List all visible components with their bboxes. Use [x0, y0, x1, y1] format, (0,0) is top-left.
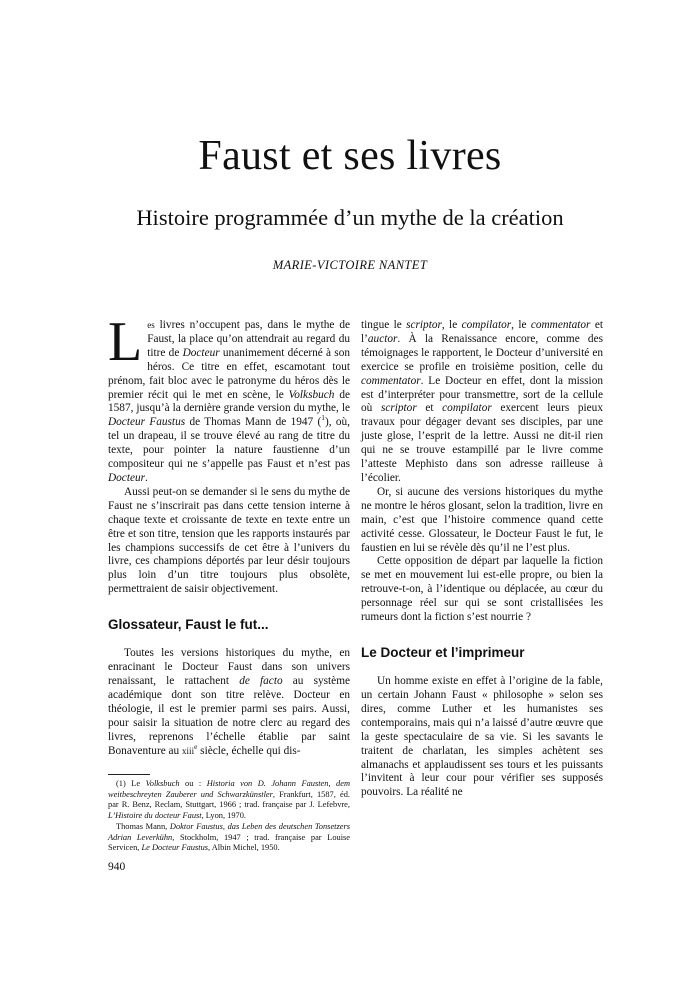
- page-number: 940: [108, 861, 126, 873]
- section-heading: Glossateur, Faust le fut...: [108, 617, 269, 633]
- paragraph: Toutes les versions historiques du mythe, en enracinant le Docteur Faust dans son univers renaissant, le rattachent de facto au système académique dont son titre relève. Docteur en théologie, il est le premier parmi ses pairs. Aussi, pour saisir la situation de notre clerc au regard des livres, reprenons l’échelle établie par saint Bonaventure au xiii$^e$ siècle, échelle qui dis-: [108, 647, 350, 757]
- paragraph: Un homme existe en effet à l’origine de la fable, un certain Johann Faust « philosophe » selon ses dires, comme Luther et les humanistes ses contemporains, mais qui n’a laissé d’autre œuvre que la geste spectaculaire de sa vie. Si les savants le traitent de charlatan, les simples achètent ses almanachs et applaudissent ses tours et les puissants l’invitent à leur cour pour vérifier ses supposés pouvoirs. La réalité ne: [361, 675, 603, 799]
- article-title: Faust et ses livres: [198, 133, 502, 179]
- footnote: (1) Le Volksbuch ou : Historia von D. Johann Fausten, dem weitbeschreyten Zauberer und Schwarzkünstler, Frankfurt, 1587, éd. par R. Benz, Reclam, Stuttgart, 1966 ; trad. française par J. Lefebvre, L’Histoire du docteur Faust, Lyon, 1970.: [108, 779, 350, 820]
- paragraph: Or, si aucune des versions historiques du mythe ne montre le héros glosant, selon la tradition, livre en main, c’est que l’histoire commence quand cette activité cesse. Glossateur, le Docteur Faust le fut, le faustien en lui se révèle dès qu’il ne l’est plus.: [361, 485, 603, 554]
- section-heading: Le Docteur et l’imprimeur: [361, 644, 525, 660]
- drop-cap: L: [108, 311, 143, 373]
- footnote: Thomas Mann, Doktor Faustus, das Leben des deutschen Tonsetzers Adrian Leverkühn, Stockholm, 1947 ; trad. française par Louise Servicen, Le Docteur Faustus, Albin Michel, 1950.: [108, 822, 350, 852]
- footnote-ref: 1: [321, 413, 325, 423]
- footnotes: [108, 774, 350, 855]
- article-author: MARIE-VICTOIRE NANTET: [272, 258, 428, 272]
- right-column: [361, 319, 603, 800]
- article-subtitle: Histoire programmée d’un mythe de la création: [136, 205, 564, 230]
- left-column: [108, 311, 350, 759]
- paragraph: Les livres n’occupent pas, dans le mythe de Faust, la place qu’on attendrait au regard du titre de Docteur unanimement décerné à son héros. Ce titre en effet, escamotant tout prénom, fait bloc avec le patronyme du héros dès le premier récit qui le met en scène, le Volksbuch de 1587, jusqu’à la dernière grande version du mythe, le Docteur Faustus de Thomas Mann de 1947 ($^1$), où, tel un drapeau, il se trouve élevé au rang de titre du texte, pour pointer la nature faustienne d’un compositeur qui ne s’appelle pas Faust et n’est pas Docteur.: [108, 311, 350, 484]
- paragraph: Aussi peut-on se demander si le sens du mythe de Faust ne s’inscrirait pas dans cette tension interne à chaque texte et croissante de texte en texte entre un être et son titre, tension que les rapports instaurés par les champions successifs de cet être à l’univers du livre, ces champions déportés par leur désir toujours plus loin d’un titre toujours plus obsolète, permettraient de saisir objectivement.: [108, 485, 350, 596]
- paragraph: Cette opposition de départ par laquelle la fiction se met en mouvement lui est-elle propre, ou bien la retrouve-t-on, à l’identique ou déplacée, au cœur du personnage réel sur qui se sont cristallisées les rumeurs dont la fiction s’est nourrie ?: [361, 555, 603, 624]
- footnote-rule: [108, 774, 150, 775]
- paragraph: tingue le scriptor, le compilator, le commentator et l’auctor. À la Renaissance encore, comme des témoignages le rapportent, le Docteur d’université en exercice se profile en troisième position, celle du commentator. Le Docteur en effet, dont la mission est d’interpréter pour transmettre, sort de la cellule où scriptor et compilator exercent leurs pieux travaux pour dégager devant ses disciples, par une juste glose, l’esprit de la lettre. Aussi ne dit-il rien qui ne se trouve estampillé par le livre comme l’atteste Mephisto dans son adresse railleuse à l’écolier.: [361, 319, 603, 484]
